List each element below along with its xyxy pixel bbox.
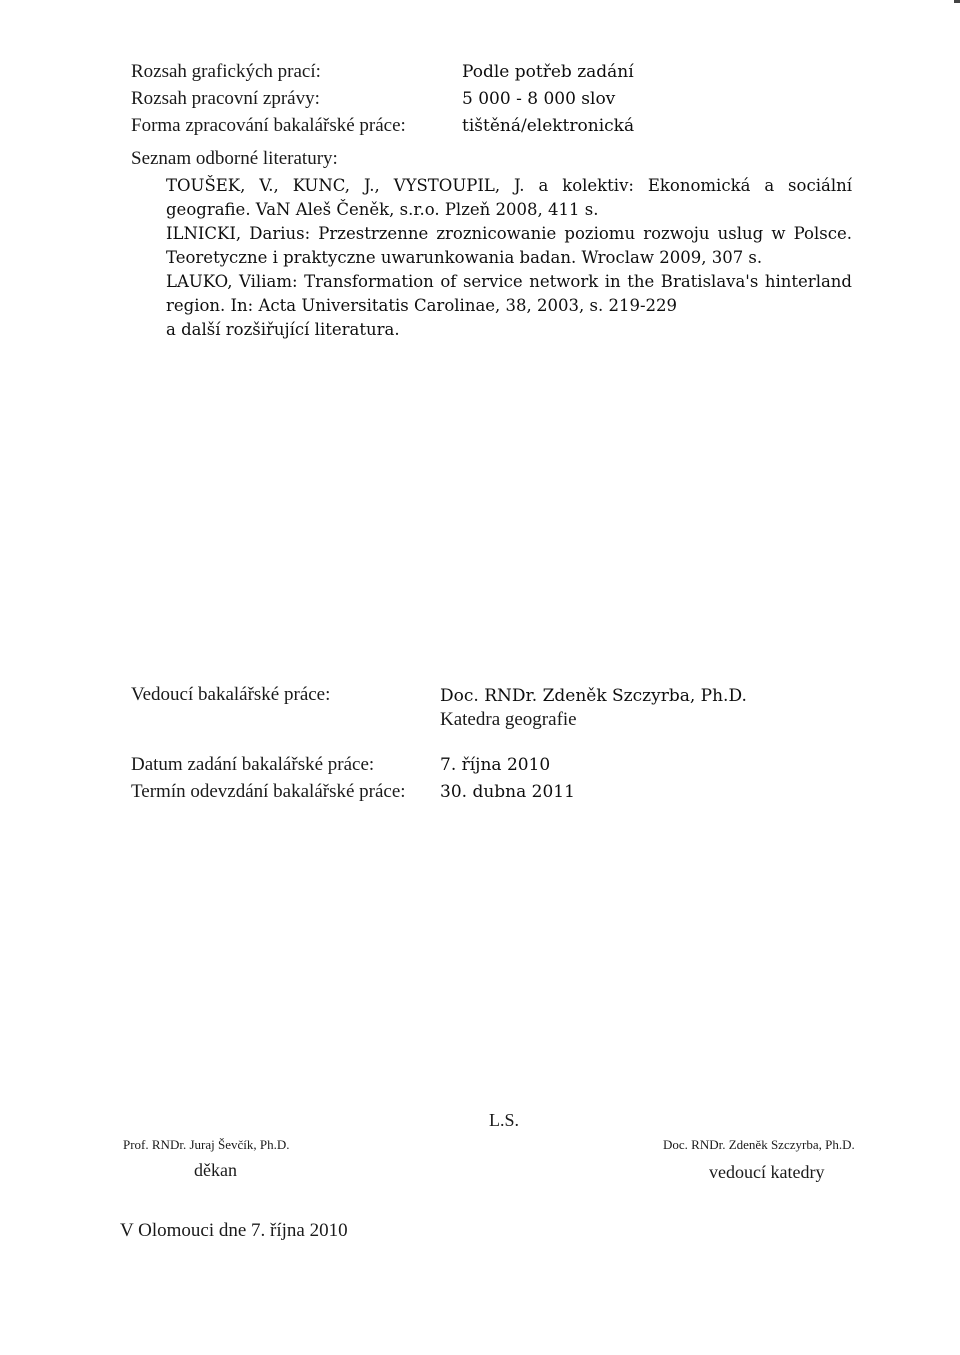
head-role: vedoucí katedry <box>709 1162 825 1182</box>
report-scope-label: Rozsah pracovní zprávy: <box>131 88 320 109</box>
literature-entry: ILNICKI, Darius: Przestrzenne zroznicowanie poziomu rozwoju uslug w Polsce. Teoretyczne i praktyczne uwarunkowania badan. Wroclaw 2009, 307 s. <box>166 224 852 267</box>
thesis-form-value: tištěná/elektronická <box>462 116 635 136</box>
head-name: Doc. RNDr. Zdeněk Szczyrba, Ph.D. <box>663 1137 855 1152</box>
submission-date-label: Termín odevzdání bakalářské práce: <box>131 781 406 802</box>
supervisor-department: Katedra geografie <box>440 709 577 730</box>
literature-entry: LAUKO, Viliam: Transformation of service network in the Bratislava's hinterland region. In: Acta Universitatis Carolinae, 38, 2003, s. 219-229 <box>166 272 852 315</box>
seal-label: L.S. <box>489 1110 520 1130</box>
literature-entry: TOUŠEK, V., KUNC, J., VYSTOUPIL, J. a kolektiv: Ekonomická a sociální geografie. VaN Aleš Čeněk, s.r.o. Plzeň 2008, 411 s. <box>166 176 852 219</box>
graphics-scope-label: Rozsah grafických prací: <box>131 61 321 82</box>
supervisor-name: Doc. RNDr. Zdeněk Szczyrba, Ph.D. <box>440 686 747 706</box>
scan-mark <box>954 0 960 3</box>
graphics-scope-value: Podle potřeb zadání <box>462 62 634 82</box>
assignment-date-value: 7. října 2010 <box>440 755 551 775</box>
literature-list <box>166 174 852 342</box>
submission-date-value: 30. dubna 2011 <box>440 782 575 802</box>
assignment-date-label: Datum zadání bakalářské práce: <box>131 754 375 775</box>
report-scope-value: 5 000 - 8 000 slov <box>462 89 616 109</box>
dean-role: děkan <box>194 1160 237 1180</box>
place-date: V Olomouci dne 7. října 2010 <box>120 1220 348 1241</box>
dean-name: Prof. RNDr. Juraj Ševčík, Ph.D. <box>123 1137 290 1152</box>
thesis-form-label: Forma zpracování bakalářské práce: <box>131 115 406 136</box>
supervisor-label: Vedoucí bakalářské práce: <box>131 684 331 705</box>
literature-heading: Seznam odborné literatury: <box>131 148 338 169</box>
literature-entry: a další rozšiřující literatura. <box>166 320 400 339</box>
